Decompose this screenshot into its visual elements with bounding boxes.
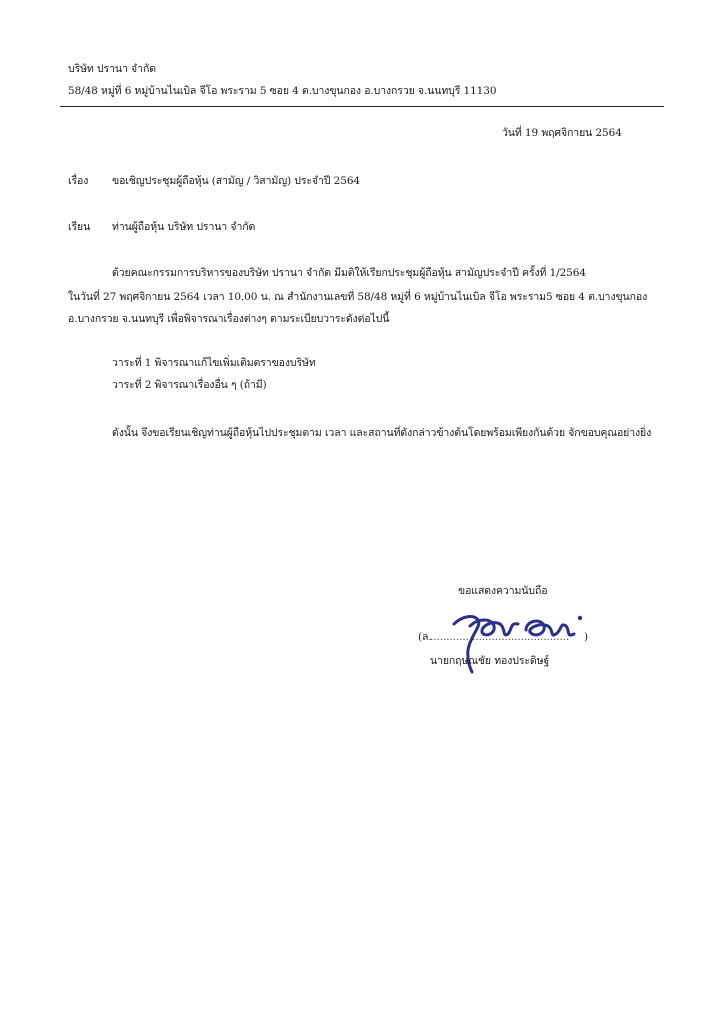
letter-date: วันที่ 19 พฤศจิกายน 2564 (502, 127, 622, 139)
to-text: ท่านผู้ถือหุ้น บริษัท ปรานา จำกัด (112, 221, 256, 233)
subject-label: เรื่อง (68, 175, 89, 187)
company-address: 58/48 หมู่ที่ 6 หมู่บ้านไนเบิล จีโอ พระราม 5 ซอย 4 ต.บางขุนกอง อ.บางกรวย จ.นนทบุรี 11130 (68, 85, 497, 97)
body-line-2: ในวันที่ 27 พฤศจิกายน 2564 เวลา 10.00 น. ณ สำนักงานเลขที่ 58/48 หมู่ที่ 6 หมู่บ้านไนเบิล จีโอ พระราม5 ซอย 4 ต.บางขุนกอง (68, 291, 648, 303)
to-label: เรียน (68, 221, 91, 233)
body-line-3: อ.บางกรวย จ.นนทบุรี เพื่อพิจารณาเรื่องต่างๆ ตามระเบียบวาระดังต่อไปนี้ (68, 313, 390, 325)
signer-name: นายกฤษณชัย ทองประดิษฐ์ (430, 655, 550, 667)
signature-open: (ล. (418, 631, 432, 643)
signature-close: ) (584, 631, 588, 643)
signature-block (418, 606, 598, 676)
body-line-1: ด้วยคณะกรรมการบริหารของบริษัท ปรานา จำกัด มีมติให้เรียกประชุมผู้ถือหุ้น สามัญประจำปี ครั้งที่ 1/2564 (112, 267, 586, 279)
company-name: บริษัท ปรานา จำกัด (68, 63, 156, 75)
signature-dots: ........................................... (430, 631, 570, 643)
subject-text: ขอเชิญประชุมผู้ถือหุ้น (สามัญ / วิสามัญ) ประจำปี 2564 (112, 175, 360, 187)
closing-paragraph: ดังนั้น จึงขอเรียนเชิญท่านผู้ถือหุ้นไปประชุมตาม เวลา และสถานที่ดังกล่าวข้างต้นโดยพร้อมเพียงกันด้วย จักขอบคุณอย่างยิ่ง (112, 427, 652, 439)
agenda-item-2: วาระที่ 2 พิจารณาเรื่องอื่น ๆ (ถ้ามี) (112, 379, 267, 391)
agenda-item-1: วาระที่ 1 พิจารณาแก้ไขเพิ่มเติมตราของบริษัท (112, 357, 316, 369)
regards: ขอแสดงความนับถือ (458, 585, 548, 597)
header-divider (60, 106, 664, 107)
